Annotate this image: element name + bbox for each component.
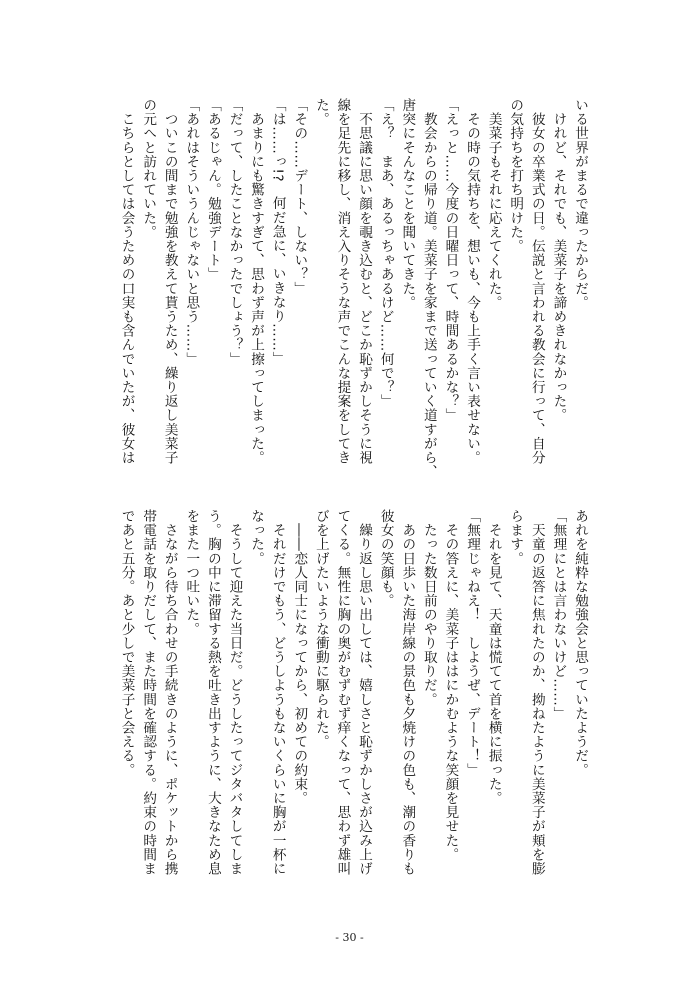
text-line: 「あるじゃん。勉強デート」 [204,98,221,282]
text-line: 不思議に思い顔を覗き込むと、どこか恥ずかしそうに視 [356,98,373,465]
text-line: であと五分。あと少しで美菜子と会える。 [118,509,135,777]
text-line: 「無理じゃねえ！ しようぜ、デート！」 [464,509,481,777]
text-line: ついこの間まで勉強を教えて貰うため、繰り返し美菜子 [161,98,178,465]
text-line: それを見て、天童は慌てて首を横に振った。 [485,509,502,806]
text-line: その時の気持ちを、想いも、今も上手く言い表せない。 [464,98,481,465]
text-line: さながら待ち合わせの手続きのように、ポケットから携 [161,509,178,876]
text-line: う。胸の中に滞留する熱を吐き出すように、大きなため息 [204,509,221,876]
text-line: 線を足先に移し、消え入りそうな声でこんな提案をしてき [334,98,351,465]
text-line: そうして迎えた当日だ。どうしたってジタバタしてしま [226,509,243,876]
text-line: あまりにも驚きすぎて、思わず声が上擦ってしまった。 [248,98,265,465]
text-line: 帯電話を取りだして、また時間を確認する。約束の時間ま [140,509,157,876]
text-line: たった数日前のやり取りだ。 [420,509,437,707]
page-number: - 30 - [335,931,364,944]
text-line: それだけでもう、どうしようもないくらいに胸が一杯に [269,509,286,876]
bottom-text-block [100,509,590,889]
text-line: 彼女の卒業式の日。伝説と言われる教会に行って、自分 [528,98,545,465]
text-line: らます。 [507,509,524,566]
text-line: の気持ちを打ち明けた。 [507,98,524,254]
text-line: 「は……っ!? 何だ急に、いきなり……」 [269,98,286,366]
text-line: 美菜子もそれに応えてくれた。 [485,98,502,310]
text-line: あの日歩いた海岸線の景色も夕焼けの色も、潮の香りも [399,509,416,876]
text-line: 「だって、したことなかったでしょう？」 [226,98,243,366]
text-line: びを上げたいような衝動に駆られた。 [312,509,329,749]
text-line: あれを純粋な勉強会と思っていたようだ。 [572,509,588,777]
text-line: をまた一つ吐いた。 [183,509,200,636]
text-line: 教会からの帰り道。美菜子を家まで送っていく道すがら、 [420,98,437,479]
text-line: 唐突にそんなことを聞いてきた。 [399,98,416,310]
text-line: こちらとしては会うための口実も含んでいたが、彼女は [118,98,135,465]
text-line: 「その……デート、しない？」 [291,98,308,296]
text-line: 「無理にとは言わないけど……」 [550,509,567,721]
text-line: の元へと訪れていた。 [140,98,157,239]
text-line: た。 [312,98,329,127]
text-line: ――恋人同士になってから、初めての約束。 [291,509,308,806]
text-line: てくる。無性に胸の奥がむずむず痒くなって、思わず雄叫 [334,509,351,876]
text-line: その答えに、美菜子ははにかむような笑顔を見せた。 [442,509,459,862]
text-line: 天童の返答に焦れたのか、拗ねたように美菜子が頬を膨 [528,509,545,876]
text-line: いる世界がまるで違ったからだ。 [572,98,588,310]
text-line: 彼女の笑顔も。 [377,509,394,608]
text-line: 「あれはそういうんじゃないと思う……」 [183,98,200,366]
top-text-block [100,98,590,480]
text-line: 繰り返し思い出しては、嬉しさと恥ずかしさが込み上げ [356,509,373,876]
text-line: なった。 [248,509,265,566]
text-line: けれど、それでも、美菜子を諦めきれなかった。 [550,98,567,423]
text-line: 「えっと……今度の日曜日って、時間あるかな？」 [442,98,459,423]
text-line: 「え？ まあ、あるっちゃあるけど……何で？」 [377,98,394,409]
